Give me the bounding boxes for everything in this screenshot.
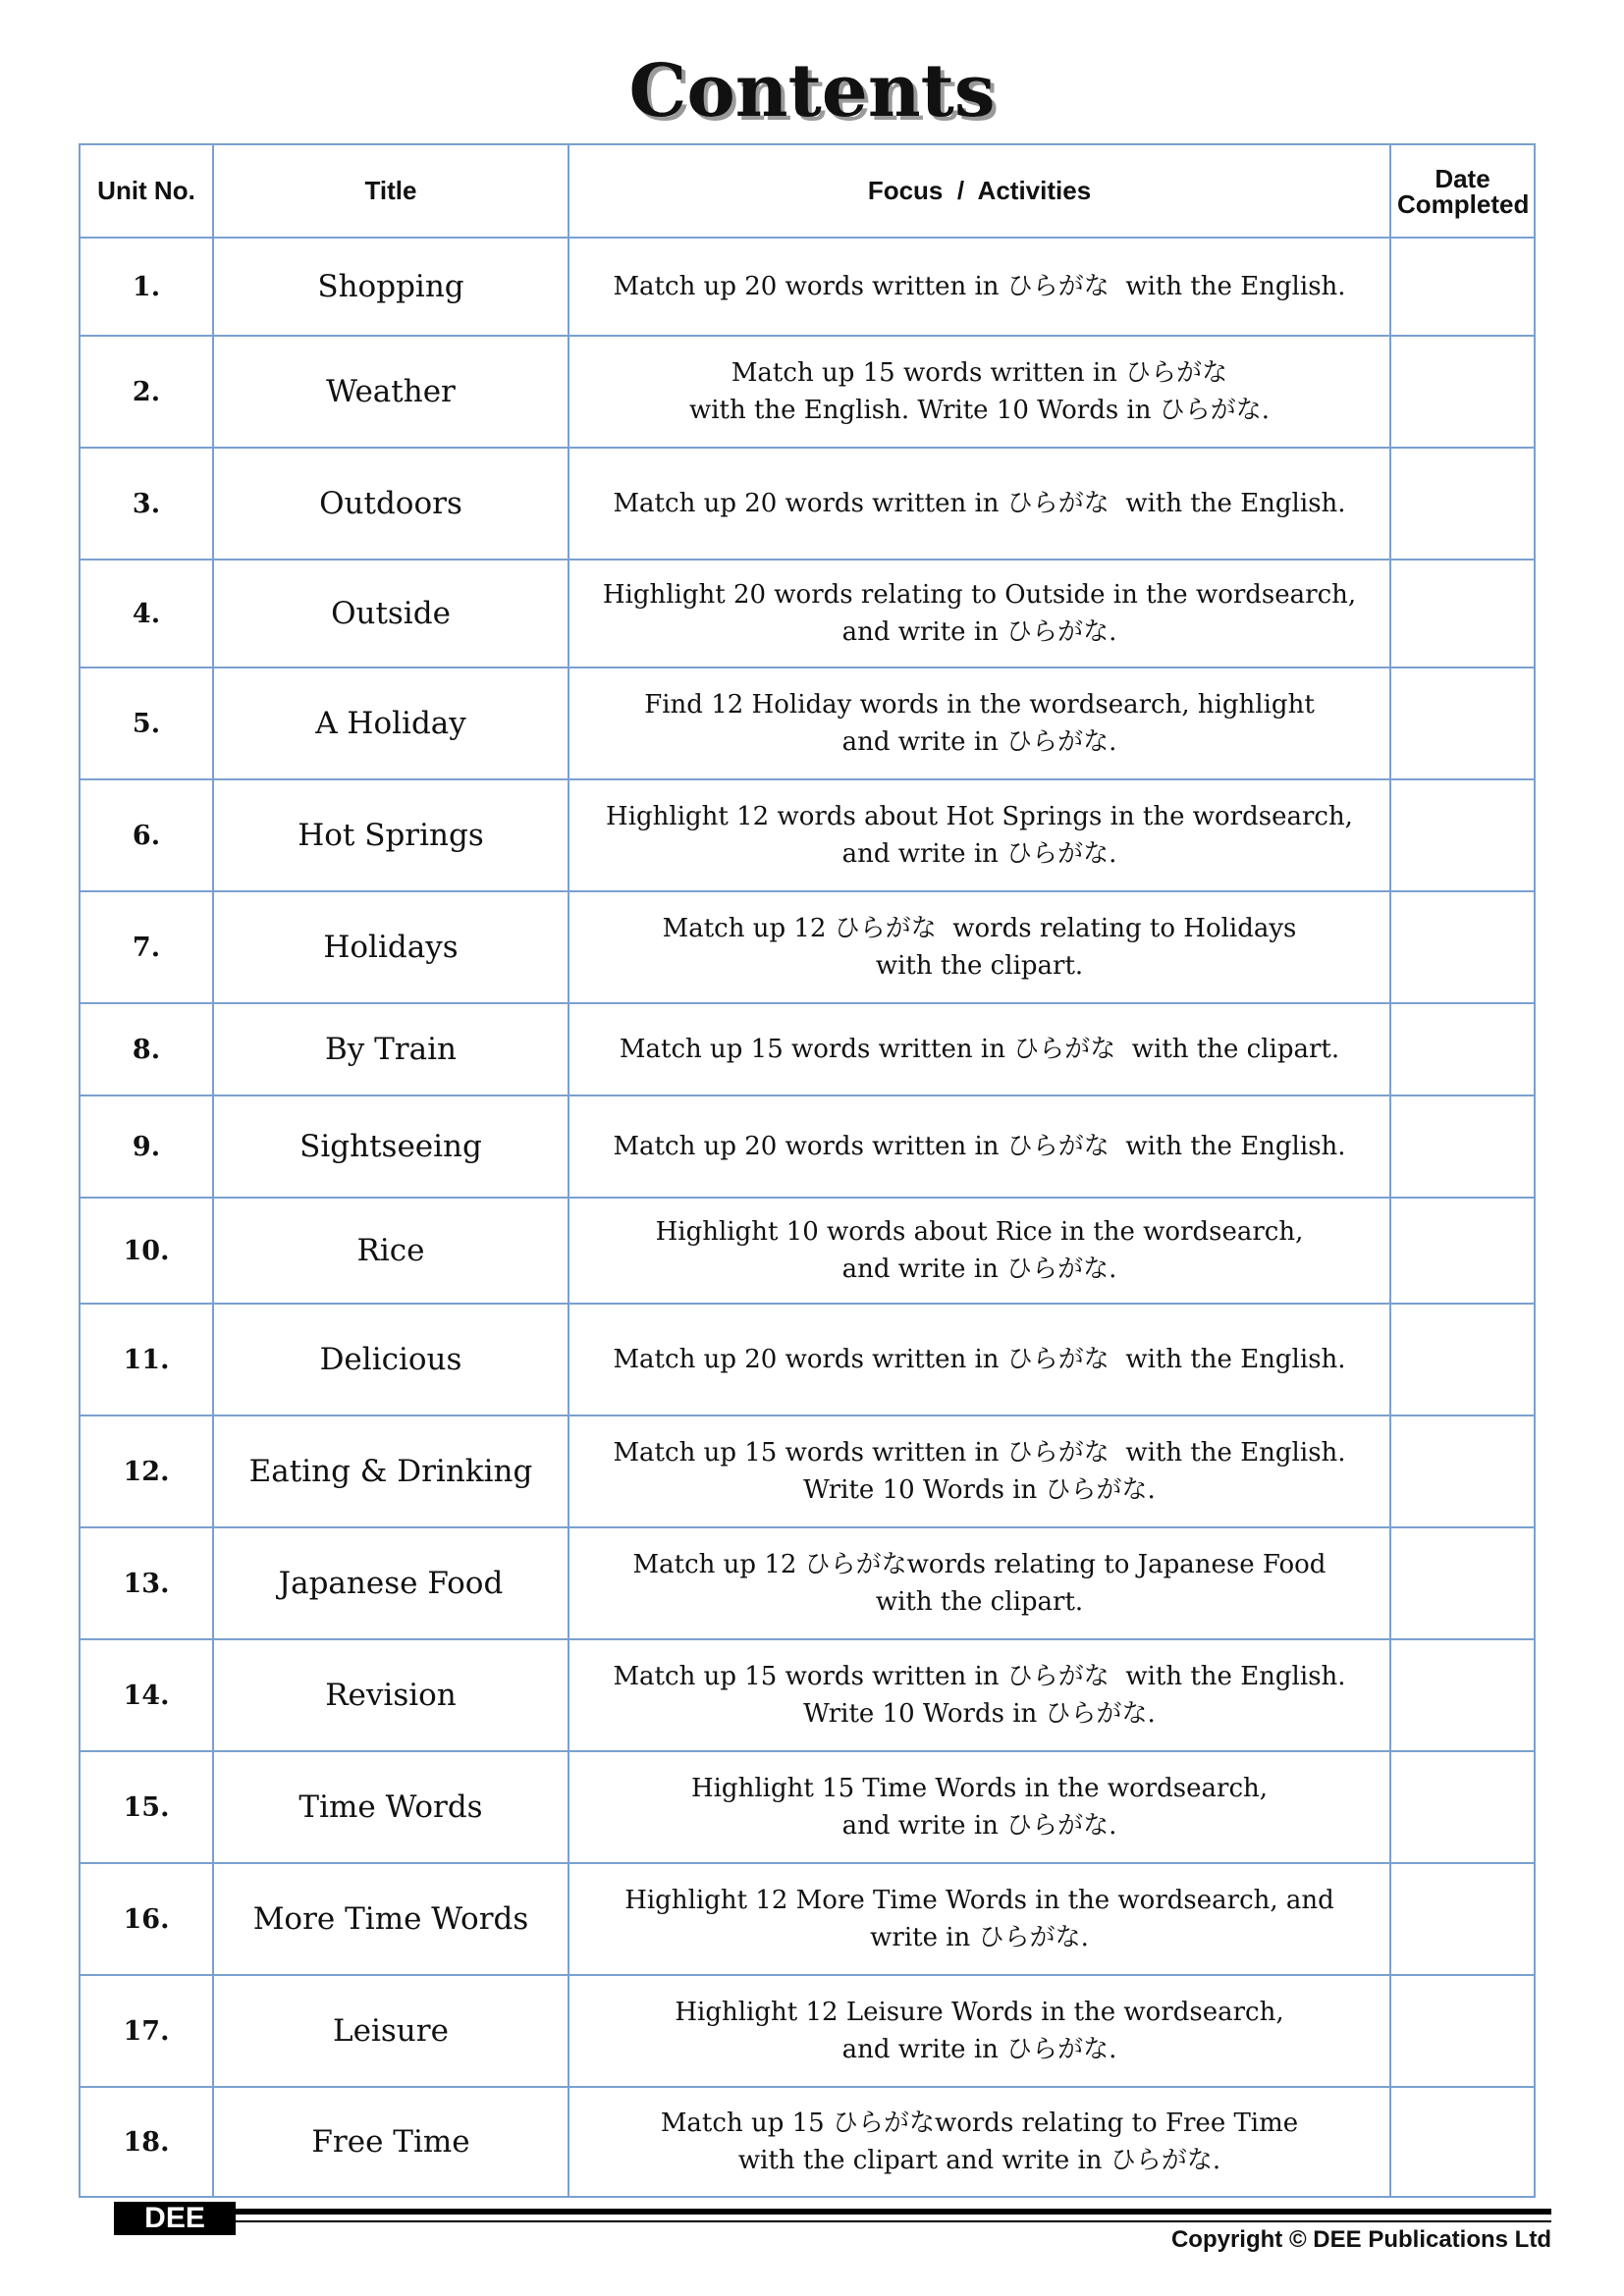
header-date-completed [1390, 144, 1535, 238]
focus-line: and write in ひらがな. [841, 617, 1117, 647]
focus-activities [568, 779, 1390, 891]
unit-number: 17. [80, 1975, 213, 2087]
focus-activities [568, 1751, 1390, 1863]
date-completed-cell[interactable] [1390, 336, 1535, 448]
unit-title: Leisure [213, 1975, 568, 2087]
footer-rule [236, 2209, 1551, 2215]
focus-line: and write in ひらがな. [841, 1811, 1117, 1841]
table-row [80, 779, 1535, 891]
header-date-line1: Date [1435, 163, 1490, 193]
unit-number: 1. [80, 238, 213, 336]
unit-title: By Train [213, 1003, 568, 1095]
focus-line: and write in ひらがな. [841, 727, 1117, 757]
focus-line: Match up 20 words written in ひらがな with the English. [613, 1345, 1346, 1374]
unit-number: 14. [80, 1639, 213, 1751]
unit-number: 4. [80, 560, 213, 667]
table-row [80, 891, 1535, 1003]
focus-activities [568, 1415, 1390, 1527]
page-title: Contents [628, 49, 996, 133]
focus-line: Match up 15 words written in ひらがな [731, 358, 1228, 388]
focus-line: with the clipart. [875, 1587, 1084, 1617]
focus-activities [568, 336, 1390, 448]
date-completed-cell[interactable] [1390, 1304, 1535, 1415]
focus-line: with the clipart and write in ひらがな. [737, 2146, 1221, 2175]
focus-activities [568, 1863, 1390, 1975]
header-focus-activities: Focus / Activities [568, 144, 1390, 238]
focus-line: and write in ひらがな. [841, 1255, 1117, 1284]
focus-line: Match up 20 words written in ひらがな with the English. [613, 489, 1346, 518]
unit-title: Outside [213, 560, 568, 667]
date-completed-cell[interactable] [1390, 560, 1535, 667]
focus-line: and write in ひらがな. [841, 839, 1117, 869]
table-row [80, 1863, 1535, 1975]
focus-line: write in ひらがな. [870, 1923, 1089, 1952]
table-header-row [80, 144, 1535, 238]
table-row [80, 1095, 1535, 1198]
focus-activities [568, 1198, 1390, 1304]
unit-number: 13. [80, 1527, 213, 1639]
unit-number: 15. [80, 1751, 213, 1863]
table-row [80, 1639, 1535, 1751]
focus-line: Match up 15 words written in ひらがな with the English. [613, 1662, 1346, 1691]
unit-title: Sightseeing [213, 1095, 568, 1198]
unit-number: 18. [80, 2087, 213, 2197]
unit-title: Free Time [213, 2087, 568, 2197]
unit-number: 9. [80, 1095, 213, 1198]
date-completed-cell[interactable] [1390, 1975, 1535, 2087]
table-row [80, 2087, 1535, 2197]
date-completed-cell[interactable] [1390, 1003, 1535, 1095]
table-row [80, 448, 1535, 560]
focus-line: Match up 15 words written in ひらがな with the English. [613, 1438, 1346, 1468]
focus-line: Highlight 12 words about Hot Springs in the wordsearch, [606, 802, 1353, 831]
focus-line: Highlight 15 Time Words in the wordsearch, [690, 1774, 1269, 1803]
unit-number: 8. [80, 1003, 213, 1095]
focus-line: Match up 12 ひらがな words relating to Holidays [662, 914, 1297, 943]
focus-line: Highlight 20 words relating to Outside in the wordsearch, [602, 580, 1357, 610]
focus-line: Match up 15 words written in ひらがな with the clipart. [619, 1035, 1340, 1064]
table-row [80, 1304, 1535, 1415]
date-completed-cell[interactable] [1390, 238, 1535, 336]
focus-activities [568, 560, 1390, 667]
date-completed-cell[interactable] [1390, 1751, 1535, 1863]
focus-line: Find 12 Holiday words in the wordsearch, highlight [644, 690, 1315, 720]
date-completed-cell[interactable] [1390, 1863, 1535, 1975]
date-completed-cell[interactable] [1390, 1639, 1535, 1751]
focus-activities [568, 238, 1390, 336]
focus-line: Match up 15 ひらがなwords relating to Free Time [660, 2109, 1299, 2138]
table-row [80, 238, 1535, 336]
unit-title: Eating & Drinking [213, 1415, 568, 1527]
unit-title: More Time Words [213, 1863, 568, 1975]
table-row [80, 1527, 1535, 1639]
focus-line: and write in ひらがな. [841, 2035, 1117, 2064]
focus-line: Write 10 Words in ひらがな. [803, 1475, 1156, 1505]
focus-activities [568, 1304, 1390, 1415]
date-completed-cell[interactable] [1390, 779, 1535, 891]
focus-activities [568, 1975, 1390, 2087]
unit-title: Delicious [213, 1304, 568, 1415]
focus-activities [568, 2087, 1390, 2197]
date-completed-cell[interactable] [1390, 891, 1535, 1003]
focus-activities [568, 1527, 1390, 1639]
unit-number: 2. [80, 336, 213, 448]
table-row [80, 560, 1535, 667]
focus-activities [568, 891, 1390, 1003]
unit-number: 11. [80, 1304, 213, 1415]
focus-line: Highlight 10 words about Rice in the wordsearch, [655, 1217, 1304, 1247]
unit-title: Outdoors [213, 448, 568, 560]
focus-line: Highlight 12 Leisure Words in the wordsearch, [675, 1998, 1284, 2027]
header-unit-no: Unit No. [80, 144, 213, 238]
footer-rule-thin [236, 2220, 1551, 2222]
contents-table [79, 143, 1536, 2198]
table-row [80, 1415, 1535, 1527]
unit-number: 7. [80, 891, 213, 1003]
unit-number: 16. [80, 1863, 213, 1975]
table-row [80, 336, 1535, 448]
unit-title: Holidays [213, 891, 568, 1003]
unit-number: 10. [80, 1198, 213, 1304]
unit-title: Weather [213, 336, 568, 448]
date-completed-cell[interactable] [1390, 667, 1535, 779]
date-completed-cell[interactable] [1390, 1198, 1535, 1304]
unit-title: Rice [213, 1198, 568, 1304]
copyright-notice: Copyright © DEE Publications Ltd [1170, 2226, 1551, 2253]
date-completed-cell[interactable] [1390, 1527, 1535, 1639]
unit-title: Hot Springs [213, 779, 568, 891]
unit-number: 12. [80, 1415, 213, 1527]
unit-number: 5. [80, 667, 213, 779]
focus-line: with the English. Write 10 Words in ひらがな. [688, 396, 1271, 425]
focus-activities [568, 667, 1390, 779]
header-title: Title [213, 144, 568, 238]
focus-activities [568, 1095, 1390, 1198]
table-row [80, 1975, 1535, 2087]
focus-line: Write 10 Words in ひらがな. [803, 1699, 1156, 1729]
focus-activities [568, 1003, 1390, 1095]
unit-title: Time Words [213, 1751, 568, 1863]
focus-line: with the clipart. [875, 951, 1084, 981]
focus-line: Match up 12 ひらがなwords relating to Japanese Food [632, 1550, 1326, 1579]
publisher-logo: DEE [114, 2202, 236, 2235]
unit-title: Japanese Food [213, 1527, 568, 1639]
unit-title: Shopping [213, 238, 568, 336]
date-completed-cell[interactable] [1390, 1415, 1535, 1527]
focus-line: Match up 20 words written in ひらがな with the English. [613, 1132, 1346, 1161]
unit-title: A Holiday [213, 667, 568, 779]
unit-number: 3. [80, 448, 213, 560]
table-row [80, 667, 1535, 779]
focus-activities [568, 1639, 1390, 1751]
unit-number: 6. [80, 779, 213, 891]
focus-line: Highlight 12 More Time Words in the wordsearch, and [624, 1886, 1334, 1915]
focus-activities [568, 448, 1390, 560]
unit-title: Revision [213, 1639, 568, 1751]
table-row [80, 1003, 1535, 1095]
header-date-line2: Completed [1397, 188, 1530, 219]
table-row [80, 1751, 1535, 1863]
date-completed-cell[interactable] [1390, 1095, 1535, 1198]
table-row [80, 1198, 1535, 1304]
date-completed-cell[interactable] [1390, 448, 1535, 560]
focus-line: Match up 20 words written in ひらがな with the English. [613, 272, 1346, 301]
date-completed-cell[interactable] [1390, 2087, 1535, 2197]
